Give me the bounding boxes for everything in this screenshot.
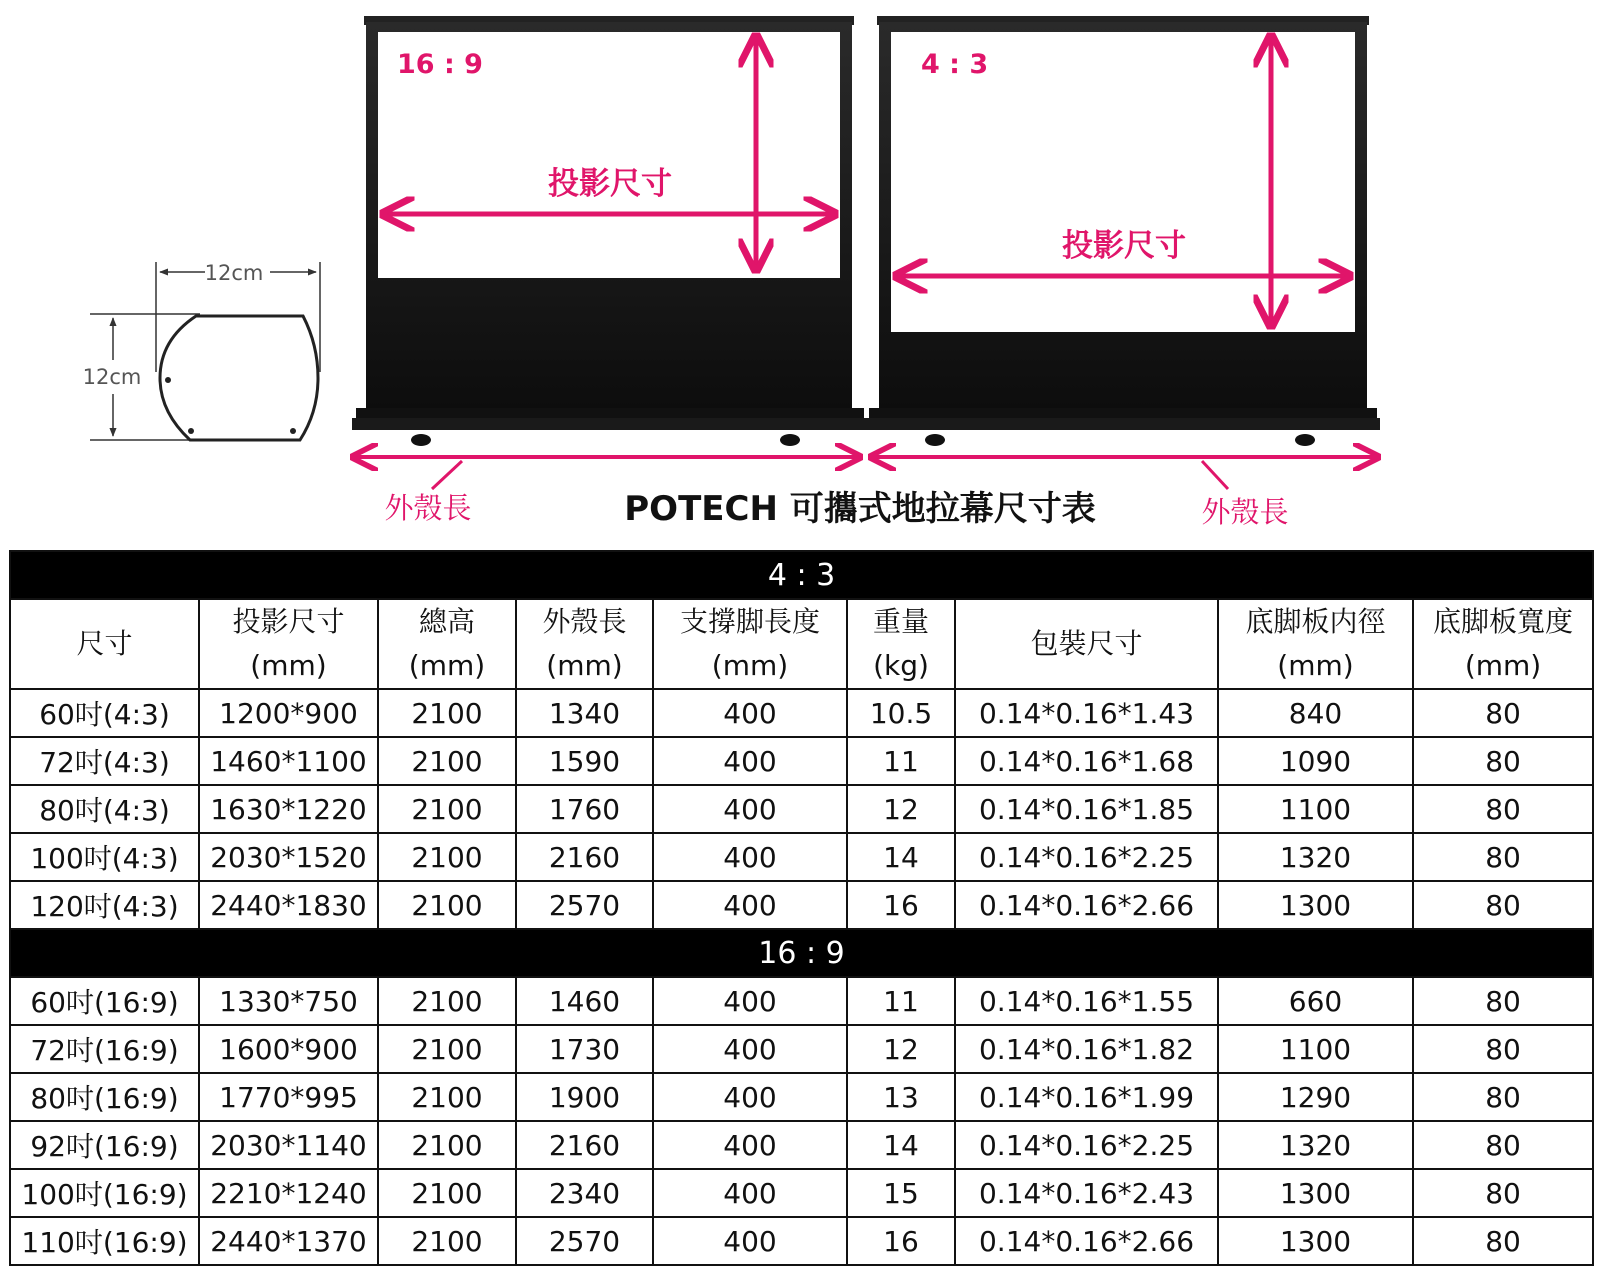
header-line: 重量 — [872, 605, 929, 638]
table-cell: 16 — [847, 1217, 955, 1265]
table-cell: 1340 — [516, 689, 653, 737]
table-cell: 1760 — [516, 785, 653, 833]
table-cell: 13 — [847, 1073, 955, 1121]
table-cell: 80 — [1413, 1025, 1593, 1073]
table-cell: 0.14*0.16*2.66 — [955, 1217, 1218, 1265]
table-cell: 0.14*0.16*1.55 — [955, 977, 1218, 1025]
table-cell: 80 — [1413, 1217, 1593, 1265]
screen-size-figure — [0, 0, 1600, 545]
table-row — [10, 785, 1593, 833]
table-cell: 2100 — [378, 1025, 516, 1073]
table-cell: 2160 — [516, 833, 653, 881]
column-header — [516, 599, 653, 689]
table-row — [10, 737, 1593, 785]
table-cell: 16 — [847, 881, 955, 929]
table-cell: 2570 — [516, 1217, 653, 1265]
table-cell: 400 — [653, 1025, 847, 1073]
table-cell: 1300 — [1218, 881, 1413, 929]
table-cell: 60吋(16:9) — [10, 977, 199, 1025]
table-cell: 80 — [1413, 881, 1593, 929]
header-unit: (mm) — [408, 649, 486, 682]
table-cell: 0.14*0.16*1.43 — [955, 689, 1218, 737]
header-line: 尺寸 — [76, 627, 133, 660]
table-cell: 2100 — [378, 833, 516, 881]
table-cell: 1330*750 — [199, 977, 378, 1025]
projection-size-label-left: 投影尺寸 — [548, 166, 672, 202]
table-cell: 400 — [653, 1169, 847, 1217]
screen-16-9-illustration — [352, 16, 868, 446]
table-cell: 1460 — [516, 977, 653, 1025]
table-cell: 1630*1220 — [199, 785, 378, 833]
table-cell: 110吋(16:9) — [10, 1217, 199, 1265]
table-cell: 60吋(4:3) — [10, 689, 199, 737]
housing-length-label-left: 外殼長 — [384, 491, 472, 525]
table-cell: 400 — [653, 785, 847, 833]
table-cell: 1320 — [1218, 833, 1413, 881]
table-cell: 1600*900 — [199, 1025, 378, 1073]
table-row — [10, 1025, 1593, 1073]
table-cell: 0.14*0.16*2.25 — [955, 833, 1218, 881]
table-cell: 2100 — [378, 689, 516, 737]
housing-length-label-right: 外殼長 — [1201, 495, 1289, 529]
table-cell: 2210*1240 — [199, 1169, 378, 1217]
table-cell: 1730 — [516, 1025, 653, 1073]
section-title-row — [10, 551, 1593, 599]
section-title-row — [10, 929, 1593, 977]
table-cell: 2100 — [378, 737, 516, 785]
column-header — [847, 599, 955, 689]
table-cell: 0.14*0.16*1.99 — [955, 1073, 1218, 1121]
table-cell: 0.14*0.16*1.82 — [955, 1025, 1218, 1073]
table-cell: 1590 — [516, 737, 653, 785]
table-cell: 80 — [1413, 1121, 1593, 1169]
table-row — [10, 833, 1593, 881]
table-row — [10, 1169, 1593, 1217]
table-cell: 72吋(16:9) — [10, 1025, 199, 1073]
table-row — [10, 1217, 1593, 1265]
table-cell: 80 — [1413, 737, 1593, 785]
header-unit: (mm) — [711, 649, 789, 682]
table-cell: 0.14*0.16*1.68 — [955, 737, 1218, 785]
table-cell: 400 — [653, 1217, 847, 1265]
table-cell: 2440*1830 — [199, 881, 378, 929]
table-cell: 120吋(4:3) — [10, 881, 199, 929]
table-cell: 1300 — [1218, 1169, 1413, 1217]
screen-4-3-illustration — [866, 16, 1380, 446]
spec-table — [9, 550, 1594, 1266]
column-header — [199, 599, 378, 689]
header-line: 總高 — [418, 605, 475, 638]
table-cell: 2100 — [378, 1121, 516, 1169]
table-cell: 400 — [653, 1121, 847, 1169]
ratio-label-4-3: 4 : 3 — [921, 49, 989, 80]
table-cell: 1460*1100 — [199, 737, 378, 785]
table-cell: 80吋(16:9) — [10, 1073, 199, 1121]
table-cell: 2030*1140 — [199, 1121, 378, 1169]
table-cell: 400 — [653, 881, 847, 929]
table-cell: 0.14*0.16*2.43 — [955, 1169, 1218, 1217]
section-title: 16 : 9 — [10, 929, 1593, 977]
table-cell: 14 — [847, 833, 955, 881]
table-cell: 2100 — [378, 1217, 516, 1265]
table-cell: 1300 — [1218, 1217, 1413, 1265]
column-header — [10, 599, 199, 689]
table-cell: 840 — [1218, 689, 1413, 737]
header-unit: (kg) — [873, 649, 929, 682]
header-line: 底脚板内徑 — [1245, 605, 1386, 638]
column-header — [1218, 599, 1413, 689]
table-cell: 92吋(16:9) — [10, 1121, 199, 1169]
table-cell: 80 — [1413, 833, 1593, 881]
table-cell: 660 — [1218, 977, 1413, 1025]
header-unit: (mm) — [250, 649, 327, 682]
table-cell: 80 — [1413, 977, 1593, 1025]
table-row — [10, 1121, 1593, 1169]
column-header — [653, 599, 847, 689]
table-cell: 2100 — [378, 881, 516, 929]
header-line: 外殼長 — [542, 605, 627, 638]
column-header — [378, 599, 516, 689]
column-header — [1413, 599, 1593, 689]
header-line: 支撐脚長度 — [679, 605, 820, 638]
table-cell: 80 — [1413, 1169, 1593, 1217]
table-cell: 2340 — [516, 1169, 653, 1217]
table-row — [10, 1073, 1593, 1121]
section-title: 4 : 3 — [10, 551, 1593, 599]
table-cell: 2030*1520 — [199, 833, 378, 881]
table-cell: 1320 — [1218, 1121, 1413, 1169]
table-cell: 400 — [653, 833, 847, 881]
table-cell: 400 — [653, 1073, 847, 1121]
table-cell: 2100 — [378, 785, 516, 833]
table-cell: 10.5 — [847, 689, 955, 737]
table-cell: 1100 — [1218, 1025, 1413, 1073]
table-cell: 1900 — [516, 1073, 653, 1121]
table-cell: 400 — [653, 977, 847, 1025]
header-unit: (mm) — [1464, 649, 1542, 682]
table-cell: 0.14*0.16*1.85 — [955, 785, 1218, 833]
table-cell: 15 — [847, 1169, 955, 1217]
table-cell: 0.14*0.16*2.25 — [955, 1121, 1218, 1169]
height-dimension-label: 12cm — [82, 365, 142, 389]
table-cell: 400 — [653, 737, 847, 785]
table-cell: 400 — [653, 689, 847, 737]
table-cell: 0.14*0.16*2.66 — [955, 881, 1218, 929]
table-cell: 2100 — [378, 1073, 516, 1121]
projection-size-label-right: 投影尺寸 — [1062, 228, 1186, 264]
table-cell: 1100 — [1218, 785, 1413, 833]
width-dimension-label: 12cm — [204, 261, 264, 285]
table-row — [10, 689, 1593, 737]
table-cell: 11 — [847, 977, 955, 1025]
header-unit: (mm) — [1277, 649, 1354, 682]
table-cell: 80 — [1413, 689, 1593, 737]
figure-title: POTECH 可攜式地拉幕尺寸表 — [624, 489, 1096, 529]
table-cell: 2440*1370 — [199, 1217, 378, 1265]
table-cell: 1770*995 — [199, 1073, 378, 1121]
ratio-label-16-9: 16 : 9 — [397, 49, 483, 80]
table-cell: 14 — [847, 1121, 955, 1169]
table-cell: 1290 — [1218, 1073, 1413, 1121]
table-cell: 2160 — [516, 1121, 653, 1169]
table-row — [10, 881, 1593, 929]
table-row — [10, 977, 1593, 1025]
table-cell: 100吋(16:9) — [10, 1169, 199, 1217]
table-cell: 80吋(4:3) — [10, 785, 199, 833]
table-cell: 2570 — [516, 881, 653, 929]
table-cell: 1200*900 — [199, 689, 378, 737]
table-cell: 80 — [1413, 1073, 1593, 1121]
header-unit: (mm) — [546, 649, 623, 682]
table-cell: 12 — [847, 785, 955, 833]
table-cell: 2100 — [378, 1169, 516, 1217]
table-cell: 12 — [847, 1025, 955, 1073]
header-row — [10, 599, 1593, 689]
table-cell: 72吋(4:3) — [10, 737, 199, 785]
table-cell: 1090 — [1218, 737, 1413, 785]
table-cell: 100吋(4:3) — [10, 833, 199, 881]
column-header — [955, 599, 1218, 689]
table-cell: 80 — [1413, 785, 1593, 833]
table-cell: 2100 — [378, 977, 516, 1025]
cross-section-drawing — [83, 261, 320, 440]
table-cell: 11 — [847, 737, 955, 785]
header-line: 包裝尺寸 — [1030, 627, 1143, 660]
header-line: 底脚板寬度 — [1433, 605, 1574, 638]
header-line: 投影尺寸 — [232, 605, 345, 638]
